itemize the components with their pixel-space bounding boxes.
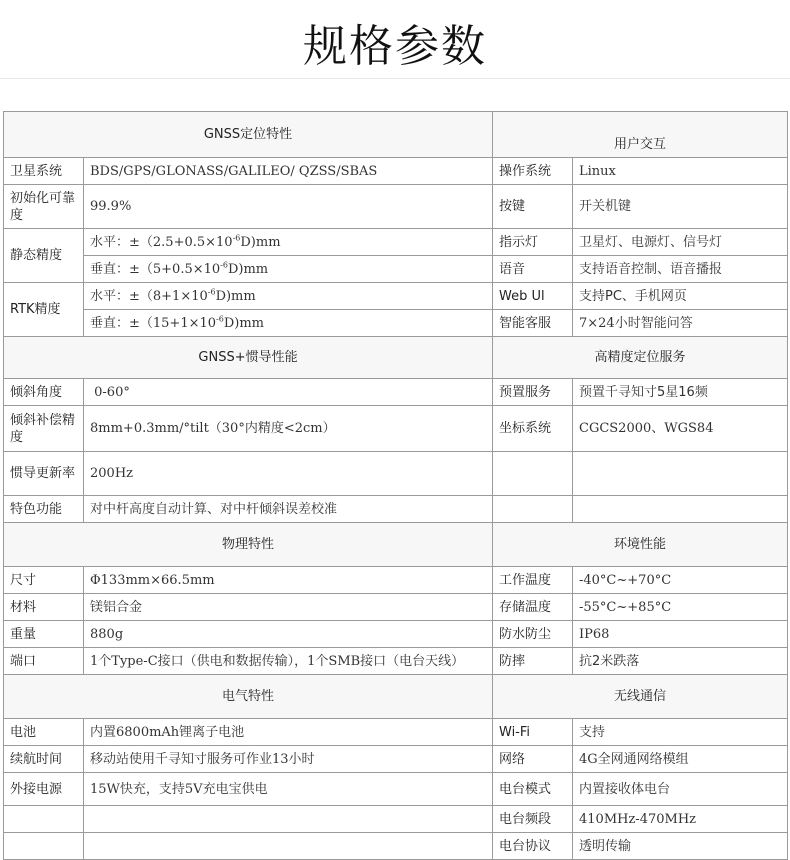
empty-cell [84,833,493,860]
table-row [4,283,788,310]
spec-value: 抗2米跌落 [573,648,788,675]
empty-cell [573,496,788,523]
spec-label: 尺寸 [4,567,84,594]
spec-label: 惯导更新率 [4,452,84,496]
table-row [4,452,788,496]
spec-label: 指示灯 [493,229,573,256]
empty-cell [4,833,84,860]
spec-label: 工作温度 [493,567,573,594]
spec-value: 卫星灯、电源灯、信号灯 [573,229,788,256]
spec-value: -40°C~+70°C [573,567,788,594]
spec-label: 外接电源 [4,773,84,806]
section-header-row [4,112,788,158]
table-row [4,833,788,860]
spec-value: Linux [573,158,788,185]
page-title: 规格参数 [303,21,487,72]
spec-value [84,283,493,310]
spec-value: 移动站使用千寻知寸服务可作业13小时 [84,746,493,773]
spec-label: 初始化可靠度 [4,185,84,229]
spec-label: RTK精度 [4,283,84,337]
spec-label: 坐标系统 [493,406,573,452]
table-row [4,594,788,621]
table-row [4,256,788,283]
spec-value: CGCS2000、WGS84 [573,406,788,452]
section-environment: 环境性能 [493,523,788,567]
spec-label: 存储温度 [493,594,573,621]
spec-value: 支持 [573,719,788,746]
table-row [4,621,788,648]
empty-cell [493,452,573,496]
spec-value: -55°C~+85°C [573,594,788,621]
spec-value-text: 水平：±（8+1×10 [90,288,208,304]
spec-value: 支持语音控制、语音播报 [573,256,788,283]
spec-label: 语音 [493,256,573,283]
spec-value-text: D)mm [223,315,264,331]
title-divider [0,78,790,79]
spec-value-text: D)mm [215,288,256,304]
empty-cell [573,452,788,496]
spec-value: 开关机键 [573,185,788,229]
spec-value: 880g [84,621,493,648]
spec-value: 15W快充，支持5V充电宝供电 [84,773,493,806]
spec-value: 99.9% [84,185,493,229]
spec-label: 电池 [4,719,84,746]
exponent: -6 [220,260,228,270]
spec-value: 内置接收体电台 [573,773,788,806]
spec-label: 电台模式 [493,773,573,806]
spec-label: 电台频段 [493,806,573,833]
section-gnss: GNSS定位特性 [4,112,493,158]
section-gnss-ins: GNSS+惯导性能 [4,337,493,379]
spec-label: 卫星系统 [4,158,84,185]
section-physical: 物理特性 [4,523,493,567]
spec-value: 透明传输 [573,833,788,860]
spec-label: 材料 [4,594,84,621]
spec-value [84,229,493,256]
exponent: -6 [216,314,224,324]
table-row [4,567,788,594]
empty-cell [4,806,84,833]
spec-label: Wi-Fi [493,719,573,746]
spec-label: 特色功能 [4,496,84,523]
spec-label: 倾斜角度 [4,379,84,406]
table-row [4,229,788,256]
spec-table [3,111,788,860]
spec-value: 410MHz-470MHz [573,806,788,833]
exponent: -6 [207,287,216,297]
spec-value: IP68 [573,621,788,648]
spec-label: 防水防尘 [493,621,573,648]
spec-label: 网络 [493,746,573,773]
section-electrical: 电气特性 [4,675,493,719]
section-high-precision-service: 高精度定位服务 [493,337,788,379]
spec-value: 4G全网通网络模组 [573,746,788,773]
section-user-interaction: 用户交互 [493,112,788,158]
spec-label: 重量 [4,621,84,648]
spec-label: 防摔 [493,648,573,675]
spec-label: 端口 [4,648,84,675]
spec-value: 1个Type-C接口（供电和数据传输），1个SMB接口（电台天线） [84,648,493,675]
spec-label: 倾斜补偿精度 [4,406,84,452]
spec-value: 0-60° [84,379,493,406]
table-row [4,310,788,337]
spec-label: 续航时间 [4,746,84,773]
table-row [4,773,788,806]
table-row [4,496,788,523]
spec-value: BDS/GPS/GLONASS/GALILEO/ QZSS/SBAS [84,158,493,185]
table-row [4,185,788,229]
spec-value: 对中杆高度自动计算、对中杆倾斜误差校准 [84,496,493,523]
spec-value-text: D)mm [240,234,281,250]
spec-label: 电台协议 [493,833,573,860]
empty-cell [84,806,493,833]
spec-value: 支持PC、手机网页 [573,283,788,310]
spec-value: 预置千寻知寸5星16频 [573,379,788,406]
spec-value: 7×24小时智能问答 [573,310,788,337]
spec-label: 按键 [493,185,573,229]
table-row [4,406,788,452]
spec-value [84,310,493,337]
empty-cell [493,496,573,523]
spec-value: Φ133mm×66.5mm [84,567,493,594]
table-row [4,648,788,675]
spec-value: 8mm+0.3mm/°tilt（30°内精度<2cm） [84,406,493,452]
spec-value-text: 垂直：±（5+0.5×10 [90,261,221,277]
spec-value-text: D)mm [227,261,269,277]
table-row [4,746,788,773]
spec-value: 镁铝合金 [84,594,493,621]
spec-label: 智能客服 [493,310,573,337]
table-row [4,806,788,833]
spec-value: 内置6800mAh锂离子电池 [84,719,493,746]
section-wireless: 无线通信 [493,675,788,719]
table-row [4,158,788,185]
spec-value: 200Hz [84,452,493,496]
spec-label: 预置服务 [493,379,573,406]
section-header-row [4,523,788,567]
spec-label: 静态精度 [4,229,84,283]
section-header-row [4,675,788,719]
table-row [4,719,788,746]
exponent: -6 [232,233,241,243]
spec-value-text: 水平：±（2.5+0.5×10 [90,234,233,250]
spec-value [84,256,493,283]
spec-label: Web Ul [493,283,573,310]
spec-value-text: 垂直：±（15+1×10 [90,315,217,331]
spec-label: 操作系统 [493,158,573,185]
table-row [4,379,788,406]
section-header-row [4,337,788,379]
